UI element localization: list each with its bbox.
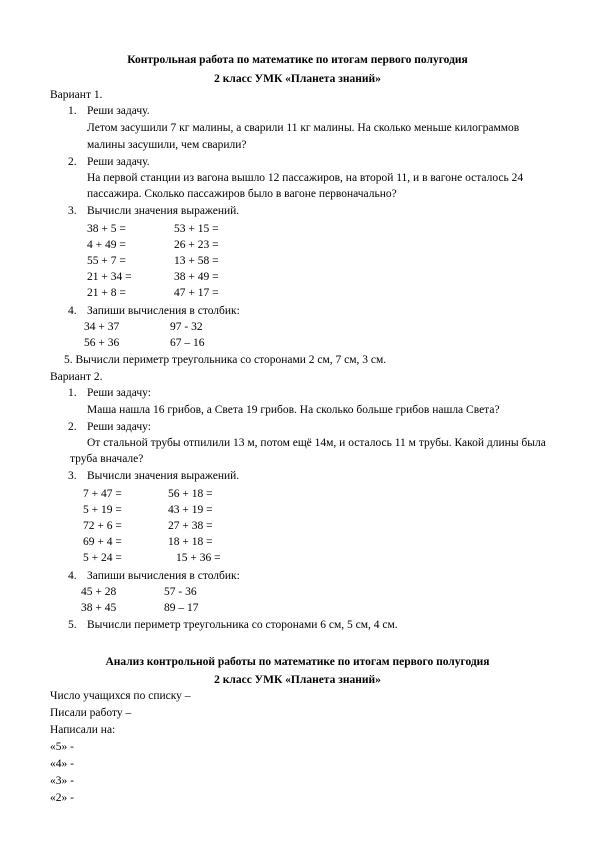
v2-expression: 7 + 47 = [83, 488, 122, 500]
v1-expression: 55 + 7 = [87, 255, 126, 267]
page-title: Контрольная работа по математике по итогам первого полугодия [127, 54, 468, 66]
v2-task2-text: От стальной трубы отпилили 13 м, потом ещё 14м, и осталось 11 м трубы. Какой длины была [87, 437, 546, 449]
v1-task4-number: 4. [68, 305, 77, 317]
v1-expression: 26 + 23 = [174, 239, 219, 251]
variant1-heading: Вариант 1. [50, 89, 103, 101]
v1-expression: 38 + 49 = [174, 271, 219, 283]
analysis-line: «3» - [50, 775, 74, 787]
variant2-heading: Вариант 2. [50, 371, 103, 383]
v2-task1-text: Маша нашла 16 грибов, а Света 19 грибов. На сколько больше грибов нашла Света? [87, 404, 500, 416]
v2-expression: 5 + 24 = [83, 552, 122, 564]
v2-expression: 69 + 4 = [83, 536, 122, 548]
v1-task1-text: малины засушили, чем сварили? [87, 139, 247, 151]
analysis-line: Число учащихся по списку – [50, 690, 191, 702]
v2-expression: 56 + 18 = [168, 488, 213, 500]
v1-task2-number: 2. [68, 156, 77, 168]
v1-column-expression: 34 + 37 [84, 321, 120, 333]
v1-expression: 47 + 17 = [174, 287, 219, 299]
v1-task4-title: Запиши вычисления в столбик: [87, 305, 240, 317]
v2-column-expression: 57 - 36 [164, 586, 197, 598]
v2-expression: 18 + 18 = [168, 536, 213, 548]
v1-column-expression: 97 - 32 [170, 321, 203, 333]
analysis-title: Анализ контрольной работы по математике по итогам первого полугодия [105, 656, 490, 668]
analysis-line: Написали на: [50, 724, 116, 736]
v1-column-expression: 67 – 16 [170, 337, 205, 349]
v2-expression: 43 + 19 = [168, 504, 213, 516]
v2-expression: 15 + 36 = [176, 552, 221, 564]
v2-task3-number: 3. [68, 470, 77, 482]
v2-column-expression: 89 – 17 [164, 602, 199, 614]
page-subtitle: 2 класс УМК «Планета знаний» [214, 73, 381, 85]
v2-task1-number: 1. [68, 387, 77, 399]
analysis-line: Писали работу – [50, 707, 132, 719]
v1-expression: 21 + 34 = [87, 271, 132, 283]
v1-task1-text: Летом засушили 7 кг малины, а сварили 11 кг малины. На сколько меньше килограммов [87, 122, 520, 134]
v1-task5: 5. Вычисли периметр треугольника со сторонами 2 см, 7 см, 3 см. [64, 354, 387, 366]
v1-task3-title: Вычисли значения выражений. [87, 205, 240, 217]
v2-task3-title: Вычисли значения выражений. [87, 470, 240, 482]
v2-expression: 5 + 19 = [83, 504, 122, 516]
v1-task2-title: Реши задачу. [87, 156, 150, 168]
v1-task1-title: Реши задачу. [87, 105, 150, 117]
v2-task4-title: Запиши вычисления в столбик: [87, 570, 240, 582]
v1-expression: 4 + 49 = [87, 239, 126, 251]
v1-task2-text: На первой станции из вагона вышло 12 пассажиров, на второй 11, и в вагоне осталось 24 [87, 172, 524, 184]
analysis-line: «5» - [50, 741, 74, 753]
v1-expression: 13 + 58 = [174, 255, 219, 267]
v1-expression: 21 + 8 = [87, 287, 126, 299]
v2-task2-text: труба вначале? [70, 453, 144, 465]
v2-task5-number: 5. [68, 619, 77, 631]
v2-column-expression: 45 + 28 [81, 586, 117, 598]
v1-column-expression: 56 + 36 [84, 337, 120, 349]
v1-expression: 38 + 5 = [87, 223, 126, 235]
v1-task2-text: пассажира. Сколько пассажиров было в вагоне первоначально? [87, 188, 397, 200]
v1-task1-number: 1. [68, 105, 77, 117]
v2-column-expression: 38 + 45 [81, 602, 117, 614]
analysis-subtitle: 2 класс УМК «Планета знаний» [214, 674, 381, 686]
v2-expression: 27 + 38 = [168, 520, 213, 532]
v2-task2-number: 2. [68, 421, 77, 433]
v2-task2-title: Реши задачу: [87, 421, 151, 433]
v2-task1-title: Реши задачу: [87, 387, 151, 399]
v2-task5: Вычисли периметр треугольника со сторонами 6 см, 5 см, 4 см. [87, 619, 398, 631]
v2-expression: 72 + 6 = [83, 520, 122, 532]
analysis-line: «4» - [50, 758, 74, 770]
v2-task4-number: 4. [68, 570, 77, 582]
analysis-line: «2» - [50, 792, 74, 804]
v1-expression: 53 + 15 = [174, 223, 219, 235]
v1-task3-number: 3. [68, 205, 77, 217]
